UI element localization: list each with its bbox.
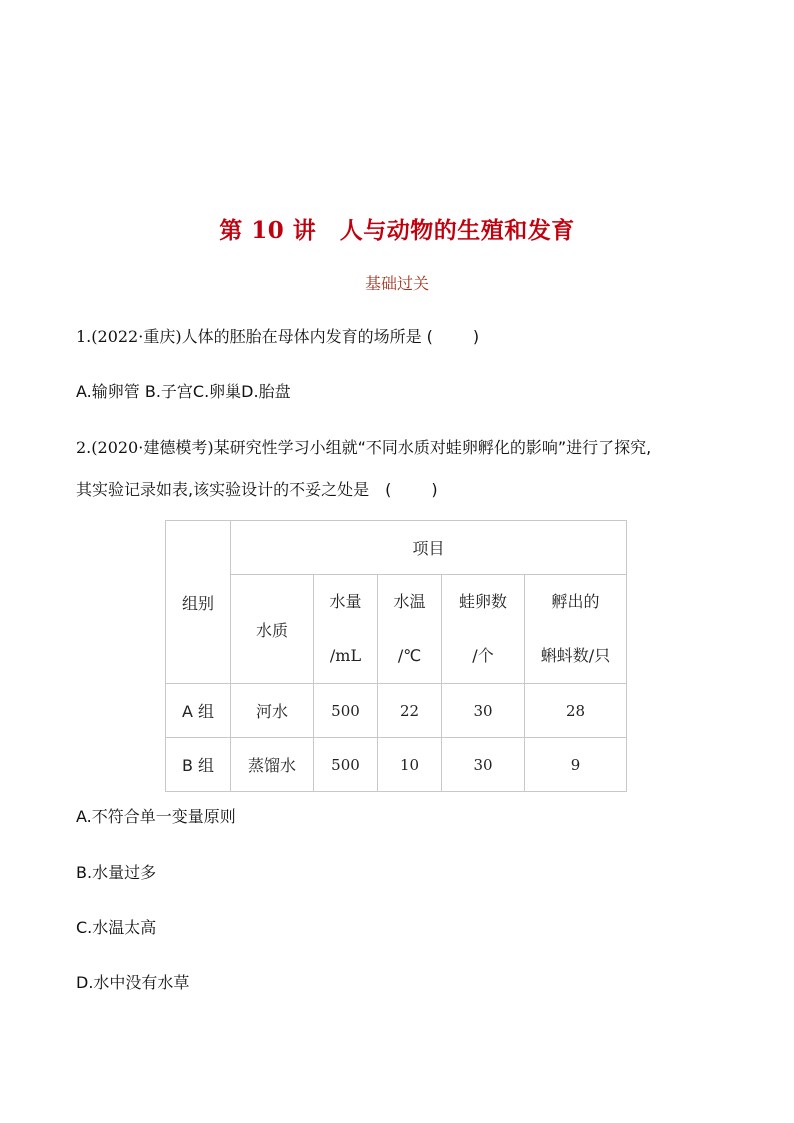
column-header-egg-count: 蛙卵数 /个 <box>442 575 525 684</box>
table-row <box>166 738 627 792</box>
group-a-volume: 500 <box>314 684 378 738</box>
question-2-close: ) <box>431 480 438 499</box>
question-1-stem <box>76 326 479 348</box>
group-a-temp: 22 <box>378 684 442 738</box>
question-2-option-a[interactable]: A.不符合单一变量原则 <box>76 807 236 826</box>
question-2-text-line1: 某研究性学习小组就“不同水质对蛙卵孵化的影响”进行了探究, <box>213 438 652 457</box>
group-a-tadpoles: 28 <box>525 684 627 738</box>
question-2-source: (2020·建德模考) <box>91 438 214 457</box>
question-1-number: 1. <box>76 327 92 346</box>
group-b-tadpoles: 9 <box>525 738 627 792</box>
title-number: 10 <box>251 217 285 244</box>
question-2-option-d[interactable]: D.水中没有水草 <box>76 973 190 992</box>
table-row <box>166 684 627 738</box>
group-a-water: 河水 <box>231 684 314 738</box>
page-title <box>0 212 794 245</box>
column-header-water-quality: 水质 <box>231 575 314 684</box>
question-1-close: ) <box>472 327 480 346</box>
group-b-eggs: 30 <box>442 738 525 792</box>
experiment-record-table <box>165 520 627 792</box>
question-2-text-line2: 其实验记录如表,该实验设计的不妥之处是 ( <box>76 480 392 499</box>
question-1-text: 人体的胚胎在母体内发育的场所是 ( <box>181 327 433 346</box>
question-1-options: A.输卵管 B.子宫C.卵巢D.胎盘 <box>76 382 291 401</box>
group-a-eggs: 30 <box>442 684 525 738</box>
group-b-temp: 10 <box>378 738 442 792</box>
question-2-option-c[interactable]: C.水温太高 <box>76 918 157 937</box>
title-prefix: 第 <box>219 218 243 244</box>
table-header-row <box>166 521 627 575</box>
group-header: 组别 <box>166 521 231 684</box>
group-b-water: 蒸馏水 <box>231 738 314 792</box>
section-subtitle: 基础过关 <box>364 274 429 293</box>
column-header-volume: 水量 /mL <box>314 575 378 684</box>
column-header-tadpole-count: 孵出的 蝌蚪数/只 <box>525 575 627 684</box>
question-2-option-b[interactable]: B.水量过多 <box>76 863 157 882</box>
question-2-stem-line1 <box>76 437 651 459</box>
group-b-label: B 组 <box>166 738 231 792</box>
question-2-number: 2. <box>76 438 92 457</box>
project-header: 项目 <box>231 521 627 575</box>
column-header-temperature: 水温 /℃ <box>378 575 442 684</box>
group-a-label: A 组 <box>166 684 231 738</box>
group-b-volume: 500 <box>314 738 378 792</box>
question-2-stem-line2 <box>76 479 438 501</box>
question-1-source: (2022·重庆) <box>91 327 182 346</box>
title-suffix: 讲 人与动物的生殖和发育 <box>292 218 575 244</box>
table-subheader-row <box>166 575 627 684</box>
